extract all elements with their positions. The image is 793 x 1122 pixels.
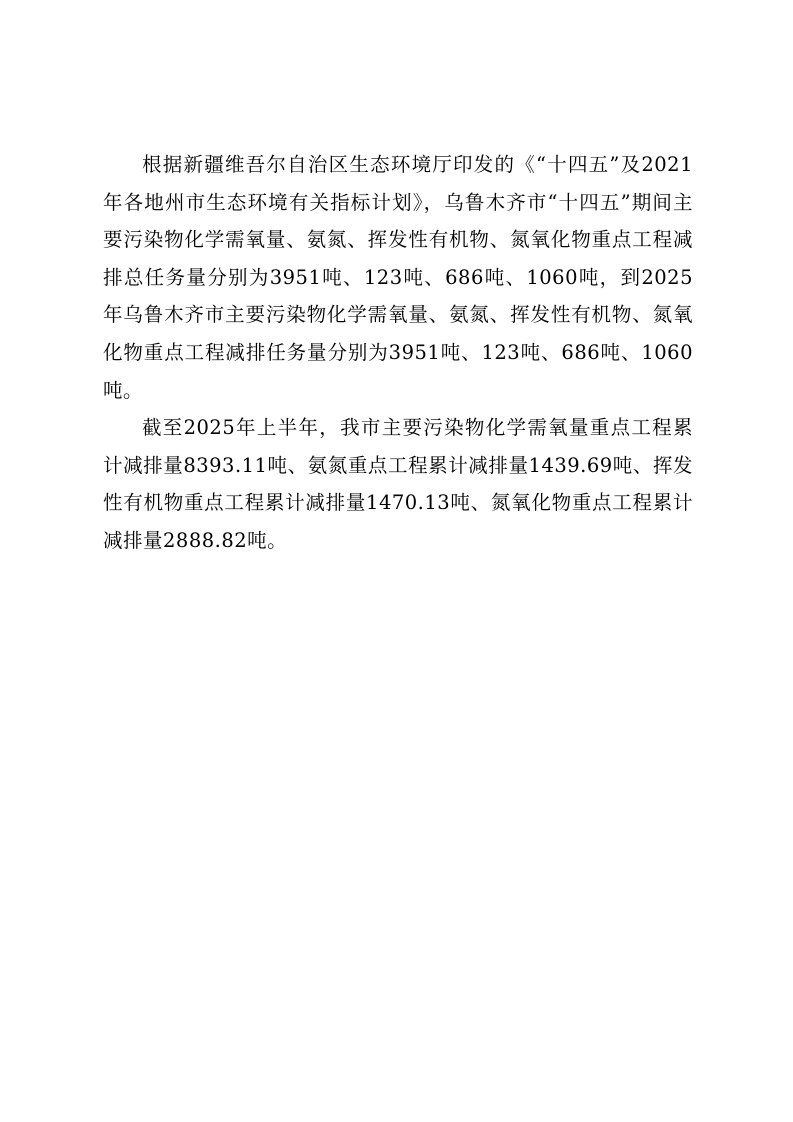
document-body xyxy=(103,146,693,560)
paragraph-emission-targets: 根据新疆维吾尔自治区生态环境厅印发的《“十四五”及2021年各地州市生态环境有关指标计划》，乌鲁木齐市“十四五”期间主要污染物化学需氧量、氨氮、挥发性有机物、氮氧化物重点工程减排总任务量分别为3951吨、123吨、686吨、1060吨，到2025年乌鲁木齐市主要污染物化学需氧量、氨氮、挥发性有机物、氮氧化物重点工程减排任务量分别为3951吨、123吨、686吨、1060吨。 xyxy=(103,153,693,402)
paragraph-emission-progress: 截至2025年上半年，我市主要污染物化学需氧量重点工程累计减排量8393.11吨、氨氮重点工程累计减排量1439.69吨、挥发性有机物重点工程累计减排量1470.13吨、氮氧化物重点工程累计减排量2888.82吨。 xyxy=(103,416,693,552)
